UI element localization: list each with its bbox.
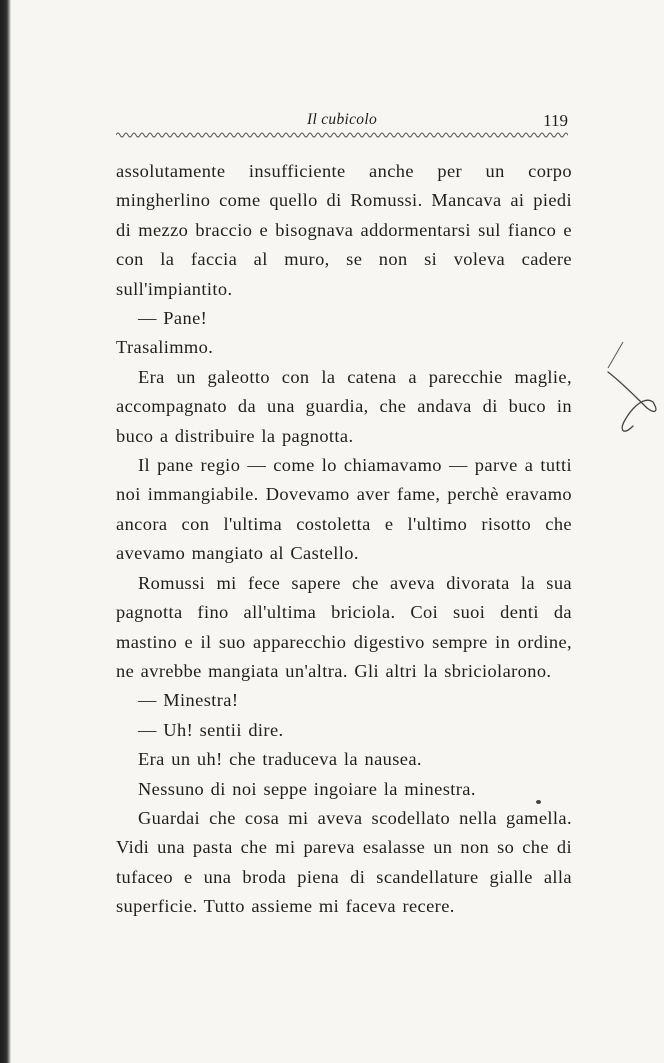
body-text (116, 157, 572, 922)
paragraph: Trasalimmo. (116, 337, 214, 358)
dialogue-line: — Uh! sentii dire. (138, 719, 284, 740)
ink-speck (536, 800, 541, 804)
paragraph: Guardai che cosa mi aveva scodellato nella gamella. Vidi una pasta che mi pareva esalasse un non so che di tufaceo e una broda piena di scandellature gialle alla superficie. Tutto assieme mi faceva recere. (116, 807, 572, 917)
paragraph-continuation: assolutamente insufficiente anche per un corpo mingherlino come quello di Romussi. Mancava ai piedi di mezzo braccio e bisognava addormentarsi sul fianco e con la faccia al muro, se non si voleva cadere sull'impiantito. (116, 161, 572, 299)
page-number: 119 (543, 111, 568, 130)
handwritten-margin-mark (603, 340, 663, 460)
decorative-wavy-rule (116, 130, 568, 142)
dialogue-line: — Minestra! (138, 690, 239, 711)
book-binding-edge (0, 0, 11, 1063)
paragraph: Era un uh! che traduceva la nausea. (138, 749, 422, 770)
running-title: Il cubicolo (306, 111, 377, 128)
paragraph: Nessuno di noi seppe ingoiare la minestra. (138, 778, 476, 799)
paragraph: Il pane regio — come lo chiamavamo — parve a tutti noi immangiabile. Dovevamo aver fame, perchè eravamo ancora con l'ultima costoletta e l'ultimo risotto che avevamo mangiato al Castello. (116, 455, 572, 564)
paragraph: Romussi mi fece sapere che aveva divorata la sua pagnotta fino all'ultima briciola. Coi suoi denti da mastino e il suo apparecchio digestivo sempre in ordine, ne avrebbe mangiata un'altra. Gli altri la sbriciolarono. (116, 572, 572, 681)
dialogue-line: — Pane! (138, 308, 208, 329)
paragraph: Era un galeotto con la catena a parecchie maglie, accompagnato da una guardia, che andava di buco in buco a distribuire la pagnotta. (116, 366, 572, 446)
